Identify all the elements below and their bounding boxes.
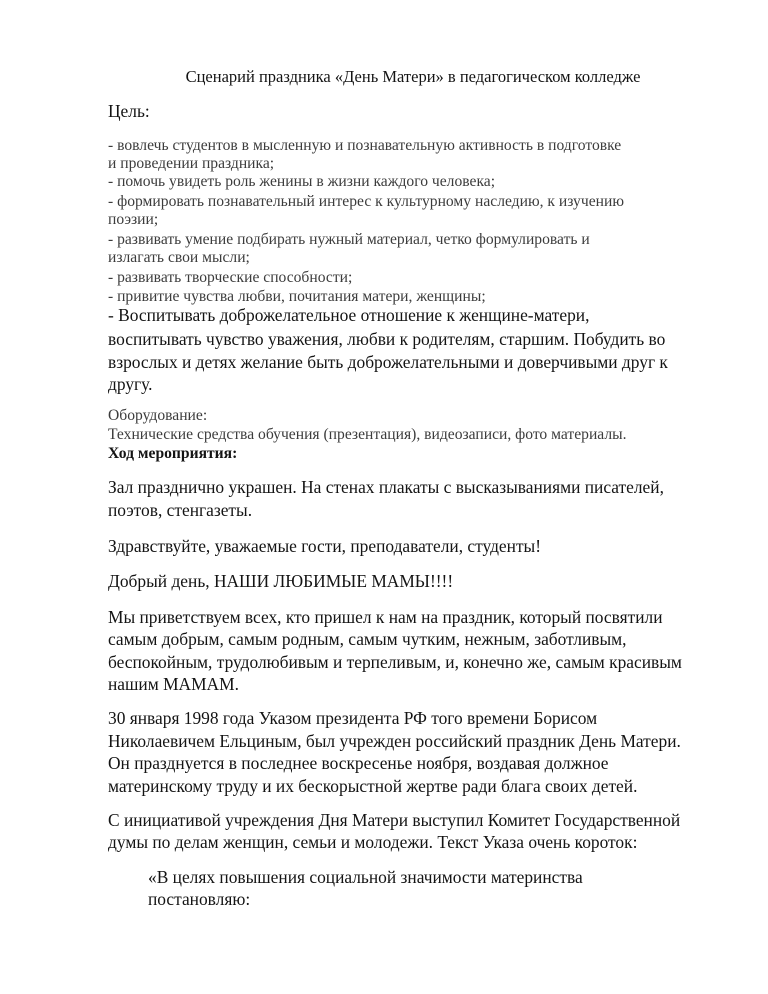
paragraph-line: Здравствуйте, уважаемые гости, преподаватели, студенты! [108, 536, 542, 556]
paragraph-line: Николаевичем Ельциным, был учрежден российский праздник День Матери. [108, 731, 681, 751]
paragraph-line: Он празднуется в последнее воскресенье ноября, воздавая должное [108, 753, 609, 773]
quote-line: «В целях повышения социальной значимости материнства [148, 867, 583, 887]
paragraph-line: материнскому труду и их бескорыстной жертве ради блага своих детей. [108, 776, 638, 796]
paragraph-line: 30 января 1998 года Указом президента РФ того времени Борисом [108, 708, 598, 728]
paragraph-line: нашим МАМАМ. [108, 674, 239, 694]
goal-line: и проведении праздника; [108, 155, 275, 172]
paragraph-line: Зал празднично украшен. На стенах плакаты с высказываниями писателей, [108, 477, 664, 497]
document-title: Сценарий праздника «День Матери» в педагогическом колледже [185, 67, 641, 86]
goal-line: - формировать познавательный интерес к культурному наследию, к изучению [108, 193, 624, 210]
goal-line: излагать свои мысли; [108, 249, 250, 266]
goal-last-line: воспитывать чувство уважения, любви к родителям, старшим. Побудить во [108, 329, 666, 349]
goal-line: - развивать умение подбирать нужный материал, четко формулировать и [108, 231, 590, 248]
goal-last-line: другу. [108, 374, 153, 394]
paragraph-line: Добрый день, НАШИ ЛЮБИМЫЕ МАМЫ!!!! [108, 571, 454, 591]
equipment-heading: Оборудование: [108, 407, 208, 424]
event-heading: Ход мероприятия: [108, 445, 238, 462]
goal-line: - вовлечь студентов в мысленную и познавательную активность в подготовке [108, 137, 622, 154]
quote-line: постановляю: [148, 889, 251, 909]
goal-line: - привитие чувства любви, почитания матери, женщины; [108, 288, 486, 305]
paragraph-line: самым добрым, самым родным, самым чутким, нежным, заботливым, [108, 629, 627, 649]
paragraph-line: С инициативой учреждения Дня Матери выступил Комитет Государственной [108, 810, 681, 830]
paragraph-line: Мы приветствуем всех, кто пришел к нам на праздник, который посвятили [108, 607, 663, 627]
goal-last-line: взрослых и детях желание быть доброжелательными и доверчивыми друг к [108, 352, 668, 372]
goal-heading: Цель: [108, 101, 150, 121]
goal-line: поэзии; [108, 211, 159, 228]
paragraph-line: поэтов, стенгазеты. [108, 500, 253, 520]
equipment-text: Технические средства обучения (презентация), видеозаписи, фото материалы. [108, 426, 627, 443]
goal-line: - развивать творческие способности; [108, 269, 353, 286]
paragraph-line: думы по делам женщин, семьи и молодежи. Текст Указа очень короток: [108, 832, 638, 852]
paragraph-line: беспокойным, трудолюбивым и терпеливым, и, конечно же, самым красивым [108, 652, 682, 672]
goal-last-line: - Воспитывать доброжелательное отношение к женщине-матери, [108, 305, 590, 325]
goal-line: - помочь увидеть роль женины в жизни каждого человека; [108, 173, 496, 190]
